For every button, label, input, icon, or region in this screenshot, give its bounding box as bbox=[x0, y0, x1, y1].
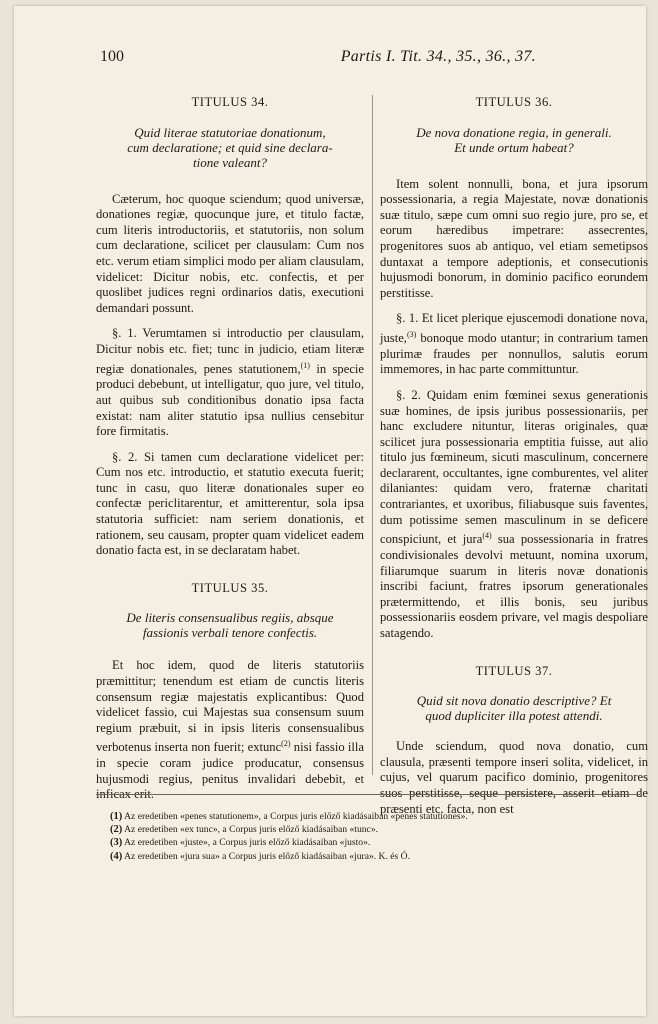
footnote-ref-4[interactable]: (4) bbox=[482, 531, 492, 541]
titulus-35-paragraph: Et hoc idem, quod de literis statutoriis præmittitur; tenendum est etiam de cunctis literis consensum regiæ majestatis explicantibus: Quod videlicet fassio, cui Majestas sua consensum suum regium præbuit, si in ipsis literis consensualibus verbotenus inserta non fuerit; extunc$^{(2)}$ nisi fassio illa in specie coram judice producatur, consensus hujusmodi regius, penitus invalidari debebit, et inficax erit. bbox=[96, 658, 364, 802]
titulus-35-subtitle: De literis consensualibus regiis, absque fassionis verbali tenore confectis. bbox=[126, 610, 334, 641]
titulus-34-subtitle: Quid literae statutoriae donationum, cum declaratione; et quid sine declara- tione valeant? bbox=[127, 124, 333, 170]
titulus-34-section-2: §. 2. Si tamen cum declaratione videlicet per: Cum nos etc. introductio, et statutio executa fuerit; tunc in casu, quo literæ donationales super eo confectæ periclitarentur, et amitterentur, sola ipsa statutoria sufficiet: nam seriem donationis, et rationem, seu causam, propter quam videlicet eadem donatio facta est, in se declaratam habet. bbox=[96, 449, 364, 558]
titulus-36-section-1: §. 1. Et licet plerique ejuscemodi donatione nova, juste,$^{(3)}$ bonoque modo utantur; in contrarium tamen plurimæ fraudes per nonnullos, salutis eorum immemores, in hac parte committuntur. bbox=[380, 311, 648, 377]
titulus-35-title: TITULUS 35. bbox=[191, 580, 269, 595]
running-head: Partis I. Tit. 34., 35., 36., 37. bbox=[340, 48, 536, 65]
titulus-37-subtitle: Quid sit nova donatio descriptive? Et quod dupliciter illa potest attendi. bbox=[416, 693, 612, 724]
footnote-2: (2) Az eredetiben «ex tunc», a Corpus juris előző kiadásaiban «tunc». bbox=[110, 824, 379, 836]
titulus-37-title: TITULUS 37. bbox=[475, 663, 553, 678]
titulus-36-subtitle: De nova donatione regia, in generali. Et unde ortum habeat? bbox=[416, 124, 612, 155]
footnote-ref-1[interactable]: (1) bbox=[300, 360, 310, 370]
titulus-36-section-2: §. 2. Quidam enim fœminei sexus generationis suæ homines, de ipsis juribus possessionariis, per hanc excludere nituntur, literas originales, quæ scilicet jura possessionaria emptitia fuisse, aut alio titulo jus fœmineum, sicuti masculinum, concernere declararent, occultantes, igne comburentes, vel aliter dilaniantes: quidam vero, fraternæ charitati contrariantes, et uxoribus, filiabusque suis faventes, dum potissime semen masculinum in se deficere conspiciunt, et jura$^{(4)}$ sua possessionaria in fratres condivisionales devolvi metuunt, nomina uxorum, filiarumque suarum in literis novæ donationis inscribi faciunt, fratres ipsorum generationales prætermittendo, et illis bonis, seu juribus possessionariis eosdem privare, vel magis despoliare satagendo. bbox=[380, 387, 648, 640]
footnote-rule bbox=[96, 794, 640, 795]
titulus-37-paragraph: Unde sciendum, quod nova donatio, cum clausula, præsenti tempore inseri solita, videlicet, in cujus, vel quarum pacifico dominio, progenitores suos perstitisse, seque persistere, asserit etiam de præsenti etc. facta, non est bbox=[380, 739, 648, 816]
titulus-36-title: TITULUS 36. bbox=[475, 95, 553, 109]
page-header bbox=[96, 48, 536, 70]
right-column bbox=[380, 95, 648, 827]
titulus-34-paragraph: Cæterum, hoc quoque sciendum; quod universæ, donationes regiæ, quocunque jure, et titulo factæ, cum literis introductoriis, et statutoriis, non solum cum declaratione, scilicet per clausulam: Cum nos etc. verum etiam simplici modo per aliam clausulam, videlicet: Dicitur nobis, etc. confectis, et per quoslibet judices regni ordinarios datis, executioni demandari possunt. bbox=[96, 191, 364, 315]
footnote-ref-2[interactable]: (2) bbox=[281, 739, 291, 749]
footnotes bbox=[110, 810, 630, 863]
footnote-1: (1) Az eredetiben «penes statutionem», a Corpus juris előző kiadásaiban «penes statutiones». bbox=[110, 811, 468, 822]
titulus-34-section-1: §. 1. Verumtamen si introductio per clausulam, Dicitur nobis etc. fiet; tunc in judicio, etiam literæ regiæ donationales, penes statutionem,$^{(1)}$ in specie produci debebunt, ut intelligatur, quo jure, vel titulo, aut quibus sub conditionibus donatio ipsa facta existat: nam aliter statutio ipsa nullius censebitur fore firmitatis. bbox=[96, 326, 364, 439]
footnote-3: (3) Az eredetiben «juste», a Corpus juris előző kiadásaiban «justo». bbox=[110, 837, 371, 849]
page-number: 100 bbox=[100, 48, 124, 65]
footnote-ref-3[interactable]: (3) bbox=[406, 329, 417, 339]
left-column bbox=[96, 95, 364, 813]
footnote-4: (4) Az eredetiben «jura sua» a Corpus juris előző kiadásaiban «jura». K. és Ó. bbox=[110, 850, 410, 862]
titulus-36-paragraph: Item solent nonnulli, bona, et jura ipsorum possessionaria, a regia Majestate, novæ donationis suæ titulo, sæpe cum omni suo regio jure, pro se, et eorum hæredibus impetrare: assecrentes, progenitores suos ab antiquo, vel etiam semetipsos duntaxat a tempore adeptionis, et consecutionis hujusmodi bonorum, in dominio pacifico eorundem perstitisse. bbox=[380, 176, 648, 300]
titulus-34-title: TITULUS 34. bbox=[191, 95, 269, 109]
column-divider bbox=[372, 95, 373, 775]
